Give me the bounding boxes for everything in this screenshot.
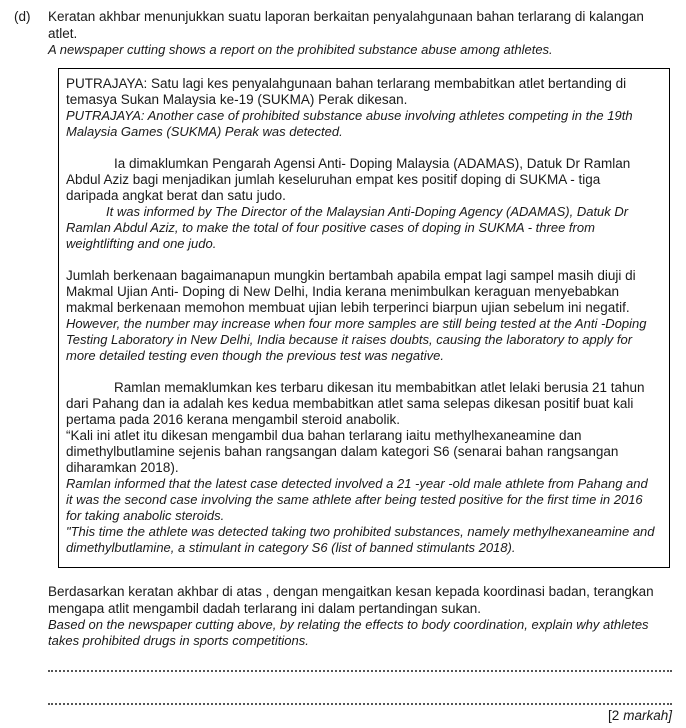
news-paragraph (66, 380, 655, 556)
sub-question (48, 583, 658, 649)
news-paragraph (66, 76, 655, 140)
news-text-malay: Jumlah berkenaan bagaimanapun mungkin bertambah apabila empat lagi sampel masih diuji di Makmal Ujian Anti- Doping di New Delhi, India kerana menimbulkan keraguan menyebabkan makmal berkenaan memohon membuat ujian lebih terperinci biarpun ujian sebelum ini negatif. (66, 268, 636, 315)
news-text-english: It was informed by The Director of the Malaysian Anti-Doping Agency (ADAMAS), Datuk Dr Ramlan Abdul Aziz, to make the total of four positive cases of doping in SUKMA - three from weightlifting and one judo. (66, 204, 629, 251)
answer-area (48, 670, 672, 705)
news-text-english: However, the number may increase when four more samples are still being tested at the Anti -Doping Testing Laboratory in New Delhi, India because it raises doubts, causing the laboratory to apply for more detailed testing even though the previous test was negative. (66, 316, 647, 363)
newspaper-cutting-box (58, 68, 670, 568)
news-text-malay: PUTRAJAYA: Satu lagi kes penyalahgunaan bahan terlarang membabitkan atlet bertanding di temasya Sukan Malaysia ke-19 (SUKMA) Perak dikesan. (66, 76, 627, 107)
news-text-english: Ramlan informed that the latest case detected involved a 21 -year -old male athlete from Pahang and it was the second case involving the same athlete after being tested positive for the first time in 2016 for taking anabolic steroids. (66, 476, 648, 523)
marks-label (14, 708, 672, 723)
question-intro (0, 8, 686, 58)
intro-text-english: A newspaper cutting shows a report on the prohibited substance abuse among athletes. (48, 42, 553, 57)
question-label: (d) (14, 9, 31, 24)
news-paragraph (66, 156, 655, 252)
news-text-english: PUTRAJAYA: Another case of prohibited substance abuse involving athletes competing in the 19th Malaysia Games (SUKMA) Perak was detected. (66, 108, 633, 139)
intro-text-malay: Keratan akhbar menunjukkan suatu laporan berkaitan penyalahgunaan bahan terlarang di kalangan atlet. (48, 9, 644, 41)
marks-word: markah] (623, 708, 672, 723)
subquestion-english: Based on the newspaper cutting above, by relating the effects to body coordination, explain why athletes takes prohibited drugs in sports competitions. (48, 617, 649, 648)
answer-line (48, 703, 672, 705)
news-text-malay: “Kali ini atlet itu dikesan mengambil dua bahan terlarang iaitu methylhexaneamine dan dimethylbutlamine sejenis bahan rangsangan dalam kategori S6 (senarai bahan rangsangan diharamkan 2018). (66, 428, 619, 475)
news-text-malay: Ramlan memaklumkan kes terbaru dikesan itu membabitkan atlet lelaki berusia 21 tahun dari Pahang dan ia adalah kes kedua membabitkan atlet sama selepas dikesan positif buat kali pertama pada 2016 kerana mengambil steroid anabolik. (66, 380, 645, 427)
marks-prefix: [2 (607, 708, 620, 723)
news-paragraph (66, 268, 655, 364)
news-text-malay: Ia dimaklumkan Pengarah Agensi Anti- Doping Malaysia (ADAMAS), Datuk Dr Ramlan Abdul Aziz bagi menjadikan jumlah keseluruhan empat kes positif doping di SUKMA - tiga daripada angkat berat dan satu judo. (66, 156, 631, 203)
answer-line (48, 670, 672, 672)
news-text-english: "This time the athlete was detected taking two prohibited substances, namely methylhexaneamine and dimethylbutlamine, a stimulant in category S6 (list of banned stimulants 2018). (66, 524, 655, 555)
subquestion-malay: Berdasarkan keratan akhbar di atas , dengan mengaitkan kesan kepada koordinasi badan, terangkan mengapa atlit mengambil dadah terlarang ini dalam pertandingan sukan. (48, 584, 654, 616)
